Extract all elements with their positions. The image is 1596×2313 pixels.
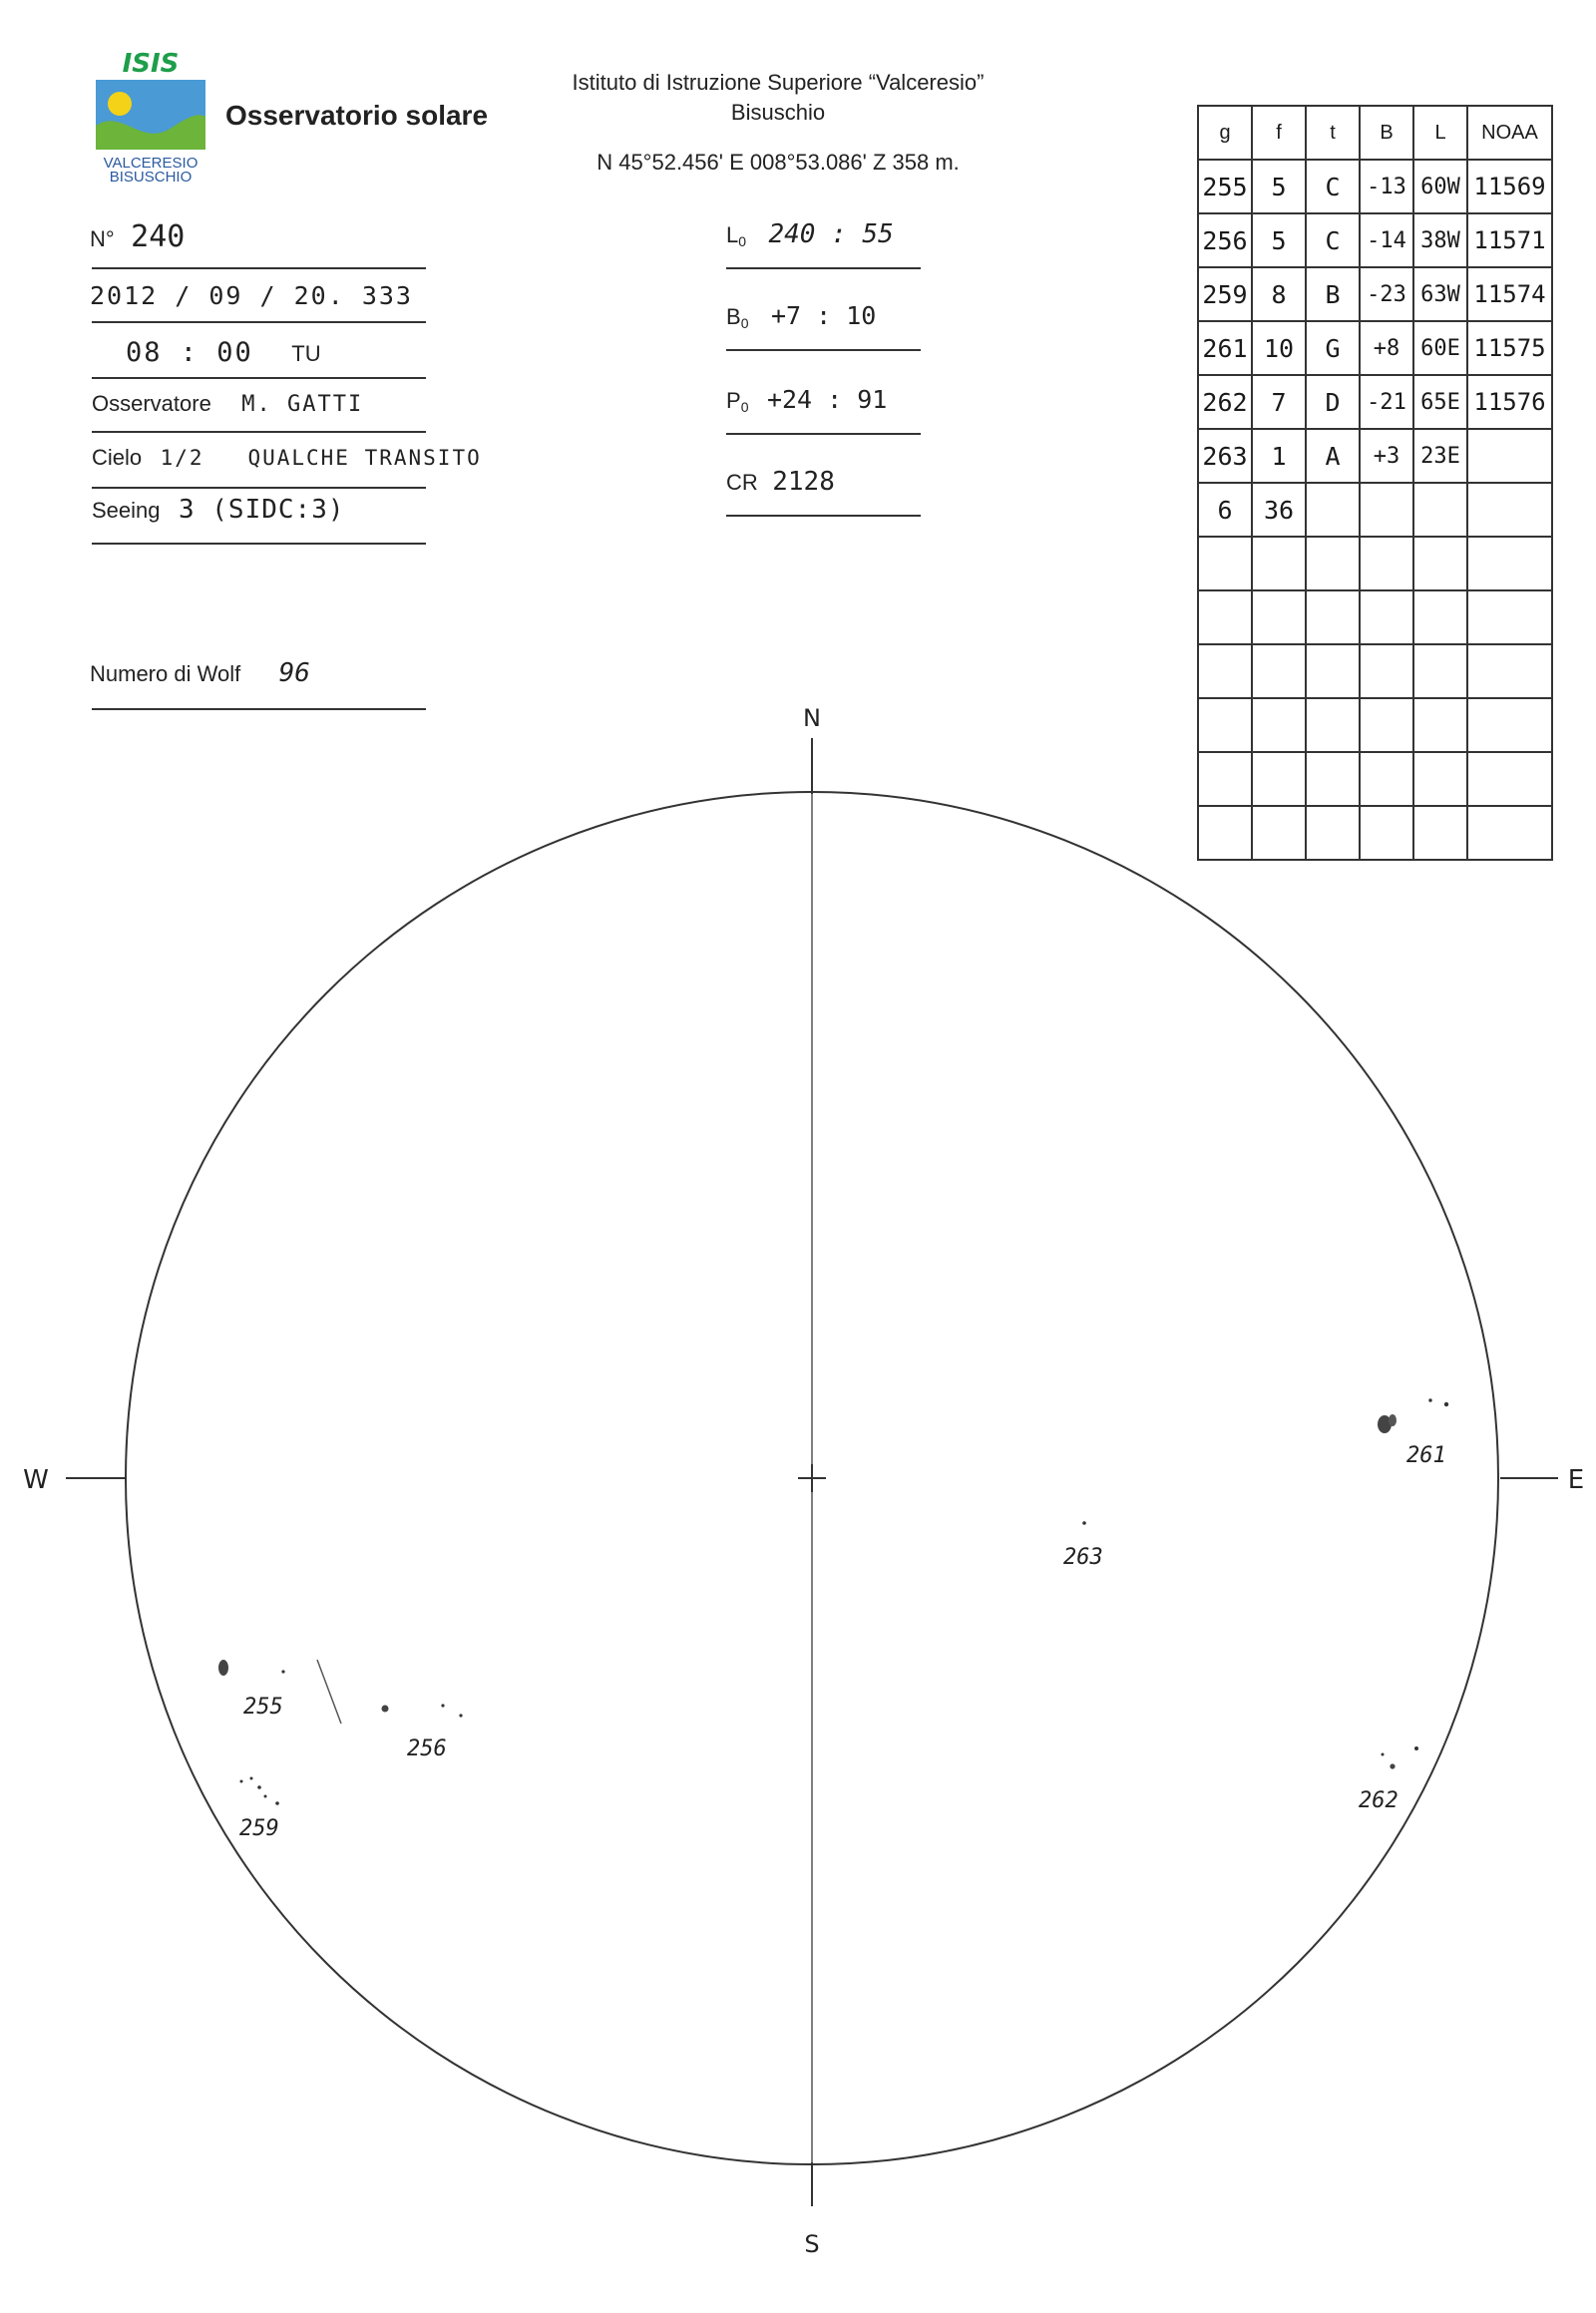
cell-noaa: 11576 [1467, 375, 1552, 429]
observer-value: M. GATTI [241, 392, 364, 417]
cell-g: 6 [1198, 483, 1252, 537]
spot [1389, 1414, 1396, 1426]
group-label-262: 262 [1359, 1788, 1398, 1813]
cell-b: -13 [1360, 160, 1413, 213]
wolf-number-label: Numero di Wolf [90, 661, 241, 686]
cell-l: 65E [1413, 375, 1467, 429]
p0-label: P [726, 388, 741, 413]
logo-place-line1: VALCERESIO [103, 155, 199, 172]
b0-value: +7 : 10 [770, 301, 877, 330]
spot [1428, 1398, 1431, 1401]
east-label: E [1567, 1465, 1585, 1495]
west-label: W [23, 1465, 49, 1495]
number-value: 240 [131, 219, 186, 254]
south-label: S [804, 2230, 820, 2258]
cell-noaa: 11575 [1467, 321, 1552, 375]
time-unit: TU [291, 341, 321, 366]
group-label-261: 261 [1406, 1443, 1446, 1468]
cell-g: 261 [1198, 321, 1252, 375]
group-label-263: 263 [1063, 1545, 1103, 1570]
cell-f: 1 [1252, 429, 1306, 483]
sky-label: Cielo [92, 445, 143, 470]
seeing-label: Seeing [92, 498, 161, 523]
group-label-255: 255 [243, 1695, 283, 1720]
cell-b: -14 [1360, 213, 1413, 267]
cell-g: 259 [1198, 267, 1252, 321]
header-noaa: NOAA [1467, 106, 1552, 160]
sky-value: 1/2 QUALCHE TRANSITO [160, 446, 482, 470]
spot [441, 1704, 444, 1707]
cr-value: 2128 [772, 467, 835, 497]
sunspot-group-255 [218, 1660, 341, 1724]
spot [459, 1714, 462, 1717]
spot [240, 1780, 243, 1783]
sunspot-group-256 [382, 1704, 463, 1761]
header-g: g [1198, 106, 1252, 160]
l0-value: 240 : 55 [768, 219, 894, 249]
cell-f: 5 [1252, 213, 1306, 267]
b0-subscript: 0 [740, 315, 749, 332]
institute-line1: Istituto di Istruzione Superiore “Valceresio” [572, 70, 985, 95]
spot [1390, 1763, 1395, 1768]
cell-g: 263 [1198, 429, 1252, 483]
number-label: N° [90, 226, 115, 251]
institute-line2: Bisuschio [730, 100, 826, 125]
station-coordinates: N 45°52.456' E 008°53.086' Z 358 m. [597, 150, 960, 175]
spot [1082, 1521, 1086, 1525]
cell-noaa: 11571 [1467, 213, 1552, 267]
sunspot-group-261 [1378, 1398, 1448, 1468]
wolf-number-value: 96 [278, 658, 310, 688]
spot [281, 1670, 284, 1673]
cell-t: G [1306, 321, 1360, 375]
cell-t: D [1306, 375, 1360, 429]
cell-b: +8 [1360, 321, 1413, 375]
spot [250, 1777, 253, 1780]
cell-l: 23E [1413, 429, 1467, 483]
l0-label: L [726, 222, 739, 247]
cell-l: 63W [1413, 267, 1467, 321]
cell-g: 262 [1198, 375, 1252, 429]
group-separator-line [317, 1660, 341, 1724]
cell-f: 7 [1252, 375, 1306, 429]
spot [1414, 1746, 1418, 1750]
cell-b: -21 [1360, 375, 1413, 429]
logo-brand-text: ISIS [122, 49, 180, 79]
cell-f: 5 [1252, 160, 1306, 213]
cell-g: 255 [1198, 160, 1252, 213]
b0-label: B [726, 304, 741, 329]
header-l: L [1413, 106, 1467, 160]
cell-f: 8 [1252, 267, 1306, 321]
spot [1444, 1402, 1448, 1406]
cell-t: A [1306, 429, 1360, 483]
header-t: t [1306, 106, 1360, 160]
cell-b: -23 [1360, 267, 1413, 321]
cell-b: +3 [1360, 429, 1413, 483]
north-label: N [803, 704, 821, 732]
time-value: 08 : 00 [126, 337, 253, 368]
spot [218, 1660, 228, 1676]
cell-g: 256 [1198, 213, 1252, 267]
sunspot-group-263 [1063, 1521, 1103, 1570]
sunspot-group-262 [1359, 1746, 1418, 1813]
cell-f: 10 [1252, 321, 1306, 375]
l0-subscript: 0 [738, 233, 747, 250]
cell-l: 60E [1413, 321, 1467, 375]
date-value: 2012 / 09 / 20. 333 [90, 281, 413, 310]
cell-l: 60W [1413, 160, 1467, 213]
cell-t: C [1306, 213, 1360, 267]
cr-label: CR [726, 470, 758, 495]
cell-t: B [1306, 267, 1360, 321]
p0-subscript: 0 [740, 399, 749, 416]
spot [257, 1785, 261, 1789]
group-label-259: 259 [239, 1816, 279, 1841]
p0-value: +24 : 91 [766, 385, 888, 414]
cell-noaa: 11574 [1467, 267, 1552, 321]
observatory-title: Osservatorio solare [225, 100, 489, 131]
sunspot-group-259 [239, 1777, 279, 1842]
group-label-256: 256 [407, 1736, 447, 1761]
cell-l: 38W [1413, 213, 1467, 267]
spot [382, 1706, 389, 1713]
spot [264, 1795, 267, 1798]
cell-f: 36 [1252, 483, 1306, 537]
spot [275, 1801, 279, 1805]
spot [1382, 1753, 1385, 1756]
seeing-value: 3 (SIDC:3) [178, 495, 345, 525]
logo-place-line2: BISUSCHIO [109, 169, 193, 183]
header-b: B [1360, 106, 1413, 160]
header-f: f [1252, 106, 1306, 160]
cell-t: C [1306, 160, 1360, 213]
cell-noaa: 11569 [1467, 160, 1552, 213]
observer-label: Osservatore [92, 391, 211, 416]
